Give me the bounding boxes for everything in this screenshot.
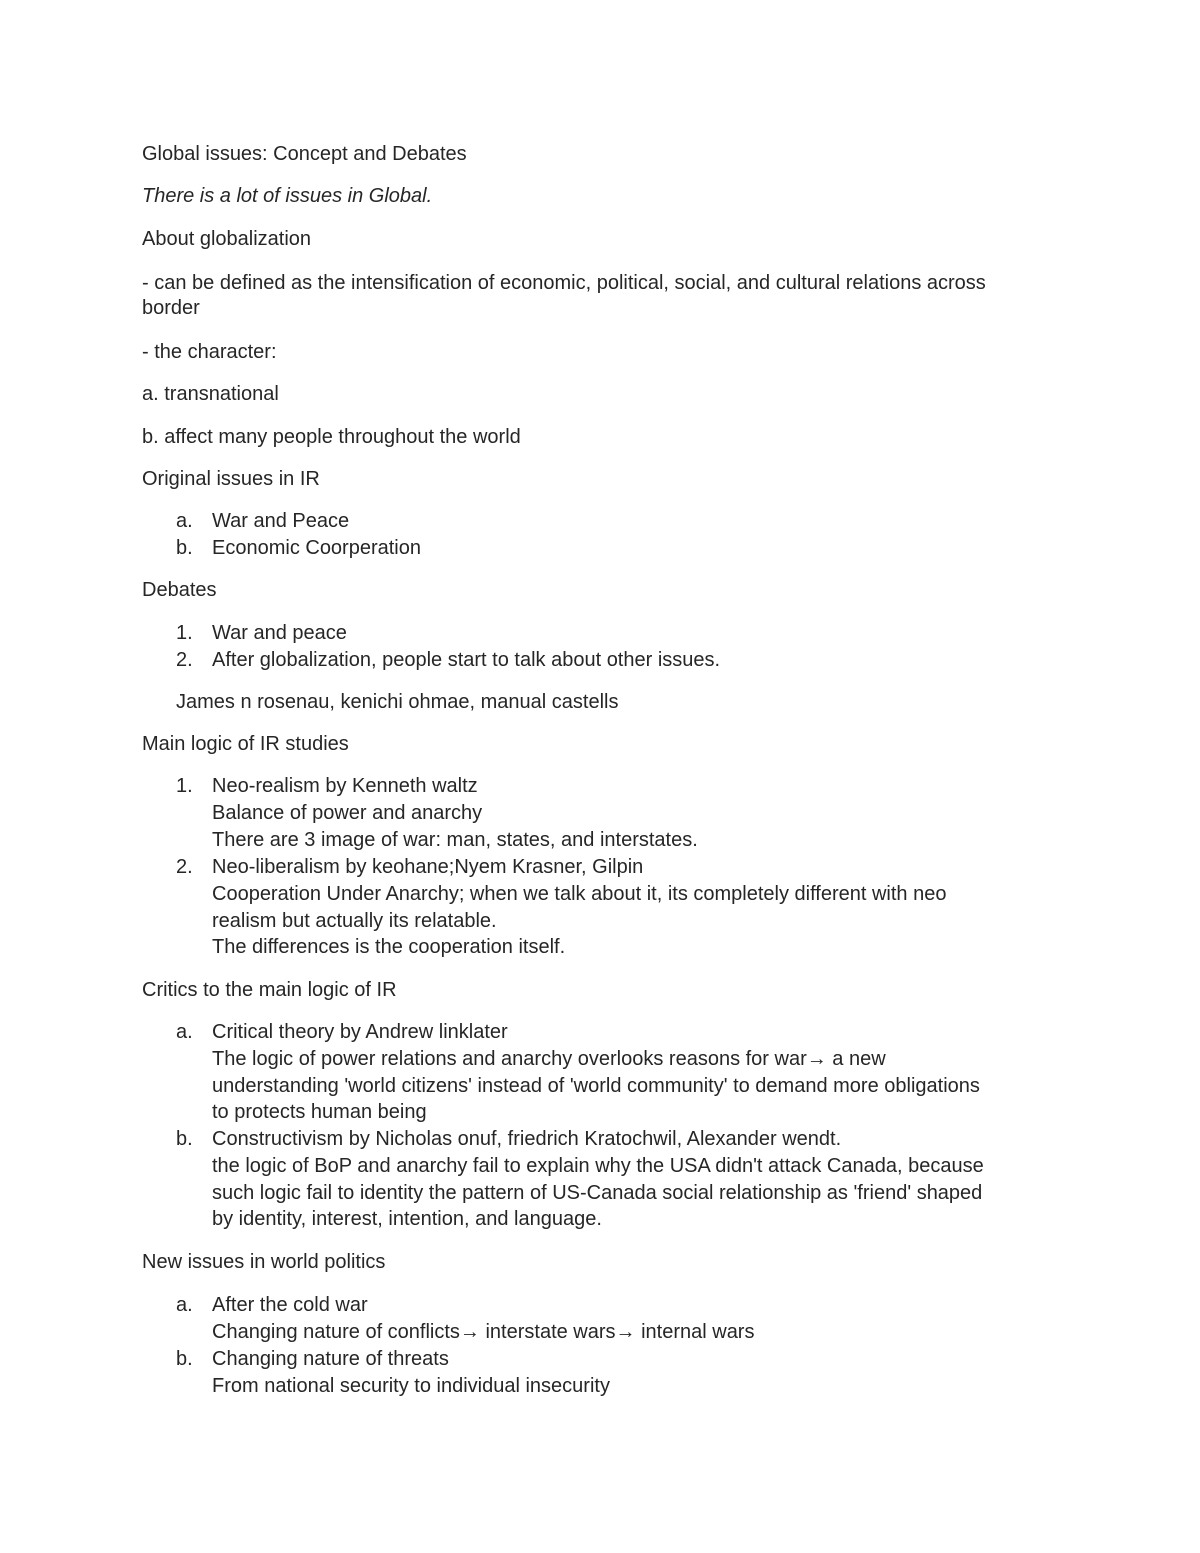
character-heading: - the character: [142, 341, 277, 363]
list-marker: 1. [176, 622, 193, 644]
list-item-text: The logic of power relations and anarchy overlooks reasons for war→ a new [212, 1047, 886, 1070]
character-item: a. transnational [142, 383, 279, 405]
character-item: b. affect many people throughout the world [142, 426, 521, 448]
list-item-text: by identity, interest, intention, and language. [212, 1208, 602, 1231]
list-item-text: War and peace [212, 622, 347, 644]
list-item-text: Neo-liberalism by keohane;Nyem Krasner, Gilpin [212, 856, 644, 878]
logic-heading: Main logic of IR studies [142, 733, 349, 755]
list-item-text: Changing nature of conflicts→ interstate wars→ internal wars [212, 1320, 755, 1343]
list-item-text: Changing nature of threats [212, 1348, 449, 1370]
list-item-text: After the cold war [212, 1294, 368, 1316]
list-item-text: realism but actually its relatable. [212, 909, 497, 932]
definition-line: - can be defined as the intensification of economic, political, social, and cultural relations across [142, 272, 986, 294]
list-item-text: The differences is the cooperation itself. [212, 936, 566, 959]
list-marker: a. [176, 1021, 193, 1043]
list-item-text: After globalization, people start to talk about other issues. [212, 649, 721, 671]
debates-heading: Debates [142, 579, 217, 601]
original-heading: Original issues in IR [142, 468, 320, 490]
about-heading: About globalization [142, 228, 312, 250]
list-item-text: Cooperation Under Anarchy; when we talk about it, its completely different with neo [212, 882, 947, 905]
list-item-text: to protects human being [212, 1101, 427, 1124]
list-item-text: such logic fail to identity the pattern of US-Canada social relationship as 'friend' shaped [212, 1181, 983, 1204]
list-marker: b. [176, 1348, 193, 1370]
list-item-text: understanding 'world citizens' instead of 'world community' to demand more obligations [212, 1074, 980, 1097]
list-marker: a. [176, 1294, 193, 1316]
debates-names: James n rosenau, kenichi ohmae, manual castells [176, 691, 619, 713]
list-item-text: the logic of BoP and anarchy fail to explain why the USA didn't attack Canada, because [212, 1154, 984, 1177]
critics-heading: Critics to the main logic of IR [142, 979, 397, 1001]
list-item-text: Constructivism by Nicholas onuf, friedrich Kratochwil, Alexander wendt. [212, 1128, 842, 1150]
document-title: Global issues: Concept and Debates [142, 143, 467, 165]
list-item-text: Balance of power and anarchy [212, 801, 483, 824]
intro-text: There is a lot of issues in Global. [142, 185, 433, 207]
list-marker: 2. [176, 856, 193, 878]
list-item-text: There are 3 image of war: man, states, and interstates. [212, 828, 698, 851]
list-marker: b. [176, 1128, 193, 1150]
list-item-text: Neo-realism by Kenneth waltz [212, 775, 478, 797]
new-issues-heading: New issues in world politics [142, 1251, 386, 1273]
list-marker: b. [176, 537, 193, 559]
list-marker: 2. [176, 649, 193, 671]
list-item-text: Critical theory by Andrew linklater [212, 1021, 508, 1043]
list-item-text: From national security to individual insecurity [212, 1374, 610, 1397]
list-marker: 1. [176, 775, 193, 797]
list-item-text: Economic Coorperation [212, 537, 421, 559]
list-item-text: War and Peace [212, 510, 350, 532]
definition-line: border [142, 297, 200, 319]
list-marker: a. [176, 510, 193, 532]
